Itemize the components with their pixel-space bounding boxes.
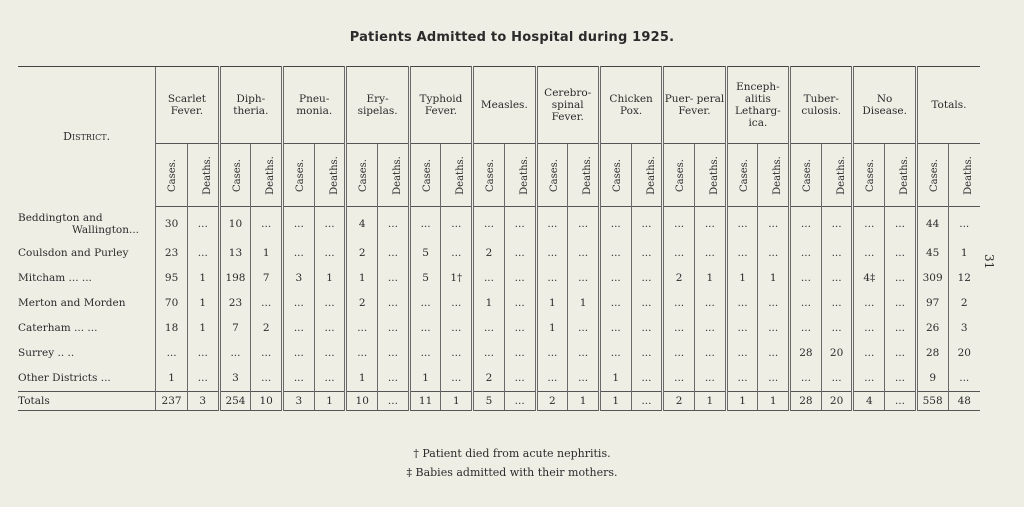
footnote-dagger: † Patient died from acute nephritis. bbox=[413, 447, 611, 460]
table-cell: 3 bbox=[219, 366, 251, 392]
deaths-subheader-label: Deaths. bbox=[898, 156, 910, 195]
deaths-subheader bbox=[504, 144, 536, 207]
table-cell: ... bbox=[378, 366, 410, 392]
table-cell: ... bbox=[948, 366, 980, 392]
table-cell: ... bbox=[187, 366, 219, 392]
table-cell: ... bbox=[853, 241, 885, 266]
table-cell: ... bbox=[758, 241, 790, 266]
table-cell: ... bbox=[758, 366, 790, 392]
table-row bbox=[18, 241, 980, 266]
table-cell: ... bbox=[663, 291, 695, 316]
group-header: Pneu- monia. bbox=[283, 67, 346, 144]
district-name bbox=[18, 207, 156, 241]
deaths-subheader bbox=[758, 144, 790, 207]
table-cell: 20 bbox=[948, 341, 980, 366]
table-cell: ... bbox=[758, 341, 790, 366]
totals-cell: 1 bbox=[726, 391, 758, 410]
cases-subheader bbox=[536, 144, 568, 207]
table-cell: ... bbox=[885, 316, 917, 341]
table-cell: ... bbox=[631, 366, 663, 392]
table-cell: ... bbox=[187, 241, 219, 266]
district-name: Merton and Morden bbox=[18, 297, 126, 309]
table-cell: ... bbox=[885, 266, 917, 291]
deaths-subheader-label: Deaths. bbox=[265, 156, 277, 195]
table-cell: ... bbox=[536, 266, 568, 291]
table-cell: ... bbox=[283, 316, 315, 341]
cases-subheader bbox=[219, 144, 251, 207]
table-cell: 1† bbox=[441, 266, 473, 291]
totals-cell: 10 bbox=[251, 391, 283, 410]
table-cell: 23 bbox=[219, 291, 251, 316]
table-cell: ... bbox=[441, 241, 473, 266]
deaths-subheader bbox=[251, 144, 283, 207]
table-cell: ... bbox=[409, 291, 441, 316]
group-header: No Disease. bbox=[853, 67, 916, 144]
page-number: 31 bbox=[982, 254, 996, 270]
table-cell: ... bbox=[536, 207, 568, 241]
table-cell: ... bbox=[694, 291, 726, 316]
table-cell: ... bbox=[378, 341, 410, 366]
table-cell: 2 bbox=[346, 241, 378, 266]
table-cell: ... bbox=[821, 291, 853, 316]
cases-subheader-label: Cases. bbox=[675, 159, 687, 192]
table-cell: ... bbox=[314, 316, 346, 341]
table-cell: ... bbox=[726, 341, 758, 366]
table-cell: ... bbox=[948, 207, 980, 241]
district-name: Mitcham ... ... bbox=[18, 272, 92, 284]
deaths-subheader-label: Deaths. bbox=[582, 156, 594, 195]
table-cell: ... bbox=[663, 316, 695, 341]
group-header: Scarlet Fever. bbox=[156, 67, 219, 144]
table-cell: 5 bbox=[409, 266, 441, 291]
table-cell: 1 bbox=[187, 316, 219, 341]
table-cell: ... bbox=[599, 207, 631, 241]
table-cell: ... bbox=[726, 241, 758, 266]
cases-subheader-label: Cases. bbox=[231, 159, 243, 192]
deaths-subheader bbox=[568, 144, 600, 207]
cases-subheader-label: Cases. bbox=[167, 159, 179, 192]
table-cell: ... bbox=[694, 366, 726, 392]
district-name: Caterham ... ... bbox=[18, 322, 98, 334]
table-cell: ... bbox=[663, 207, 695, 241]
table-cell: ... bbox=[568, 241, 600, 266]
totals-cell: 3 bbox=[187, 391, 219, 410]
table-cell: ... bbox=[599, 341, 631, 366]
table-cell: 3 bbox=[283, 266, 315, 291]
table-cell: 4‡ bbox=[853, 266, 885, 291]
cases-subheader-label: Cases. bbox=[485, 159, 497, 192]
table-cell: ... bbox=[219, 341, 251, 366]
totals-cell: 2 bbox=[663, 391, 695, 410]
table-cell: 1 bbox=[187, 266, 219, 291]
table-cell: ... bbox=[473, 207, 505, 241]
group-header: Diph- theria. bbox=[219, 67, 282, 144]
group-header: Tuber- culosis. bbox=[790, 67, 853, 144]
table-row bbox=[18, 341, 980, 366]
table-cell: ... bbox=[631, 241, 663, 266]
table-cell: ... bbox=[346, 316, 378, 341]
totals-cell: 5 bbox=[473, 391, 505, 410]
table-cell: ... bbox=[694, 207, 726, 241]
table-cell: ... bbox=[568, 316, 600, 341]
table-cell: 20 bbox=[821, 341, 853, 366]
totals-cell: 558 bbox=[916, 391, 948, 410]
table-cell: 1 bbox=[599, 366, 631, 392]
table-cell: 10 bbox=[219, 207, 251, 241]
table-cell: ... bbox=[758, 291, 790, 316]
deaths-subheader bbox=[694, 144, 726, 207]
group-header: Typhoid Fever. bbox=[409, 67, 472, 144]
deaths-subheader-label: Deaths. bbox=[772, 156, 784, 195]
table-cell: ... bbox=[790, 241, 822, 266]
table-cell: 12 bbox=[948, 266, 980, 291]
totals-cell: 254 bbox=[219, 391, 251, 410]
group-header: Measles. bbox=[473, 67, 536, 144]
table-cell: ... bbox=[631, 316, 663, 341]
table-row bbox=[18, 291, 980, 316]
cases-subheader bbox=[599, 144, 631, 207]
totals-cell: 237 bbox=[156, 391, 188, 410]
table-cell: ... bbox=[568, 366, 600, 392]
footnotes bbox=[0, 444, 1024, 482]
table-cell: 309 bbox=[916, 266, 948, 291]
table-cell: ... bbox=[821, 207, 853, 241]
table-cell: 1 bbox=[409, 366, 441, 392]
table-cell: ... bbox=[473, 266, 505, 291]
table-cell: ... bbox=[726, 291, 758, 316]
table-cell: ... bbox=[156, 341, 188, 366]
table-cell: ... bbox=[853, 291, 885, 316]
totals-cell: ... bbox=[378, 391, 410, 410]
table-cell: ... bbox=[885, 241, 917, 266]
table-row bbox=[18, 266, 980, 291]
table-cell: ... bbox=[599, 316, 631, 341]
totals-cell: 4 bbox=[853, 391, 885, 410]
table-cell: ... bbox=[504, 291, 536, 316]
table-cell: ... bbox=[726, 316, 758, 341]
table-cell: 1 bbox=[536, 291, 568, 316]
table-cell: 2 bbox=[251, 316, 283, 341]
totals-cell: 1 bbox=[758, 391, 790, 410]
table-cell: ... bbox=[346, 341, 378, 366]
table-cell: ... bbox=[504, 366, 536, 392]
group-header: Totals. bbox=[916, 67, 980, 144]
cases-subheader-label: Cases. bbox=[358, 159, 370, 192]
admissions-table bbox=[18, 66, 980, 411]
table-cell: 28 bbox=[916, 341, 948, 366]
table-cell: 9 bbox=[916, 366, 948, 392]
table-cell: ... bbox=[568, 266, 600, 291]
table-cell: ... bbox=[885, 366, 917, 392]
deaths-subheader bbox=[441, 144, 473, 207]
deaths-subheader bbox=[948, 144, 980, 207]
totals-cell: ... bbox=[631, 391, 663, 410]
cases-subheader-label: Cases. bbox=[295, 159, 307, 192]
totals-cell: 20 bbox=[821, 391, 853, 410]
totals-cell: ... bbox=[885, 391, 917, 410]
totals-cell: 1 bbox=[441, 391, 473, 410]
table-cell: 3 bbox=[948, 316, 980, 341]
table-row bbox=[18, 207, 980, 241]
table-cell: ... bbox=[409, 341, 441, 366]
table-cell: ... bbox=[473, 316, 505, 341]
table-cell: ... bbox=[821, 266, 853, 291]
table-cell: ... bbox=[378, 241, 410, 266]
table-cell: ... bbox=[790, 207, 822, 241]
table-cell: ... bbox=[790, 291, 822, 316]
table-cell: ... bbox=[821, 316, 853, 341]
totals-cell: 11 bbox=[409, 391, 441, 410]
table-cell: 2 bbox=[473, 366, 505, 392]
table-cell: ... bbox=[663, 341, 695, 366]
district-name: Coulsdon and Purley bbox=[18, 247, 129, 259]
table-cell: 7 bbox=[219, 316, 251, 341]
cases-subheader-label: Cases. bbox=[928, 159, 940, 192]
table-cell: ... bbox=[663, 366, 695, 392]
table-cell: 18 bbox=[156, 316, 188, 341]
deaths-subheader-label: Deaths. bbox=[962, 156, 974, 195]
table-cell: ... bbox=[853, 207, 885, 241]
table-cell: ... bbox=[314, 241, 346, 266]
table-cell: ... bbox=[568, 207, 600, 241]
table-cell: 4 bbox=[346, 207, 378, 241]
table-cell: ... bbox=[885, 291, 917, 316]
cases-subheader bbox=[473, 144, 505, 207]
table-cell: ... bbox=[758, 207, 790, 241]
table-cell: ... bbox=[631, 266, 663, 291]
table-cell: 13 bbox=[219, 241, 251, 266]
table-cell: ... bbox=[536, 366, 568, 392]
table-cell: ... bbox=[378, 207, 410, 241]
table-cell: ... bbox=[853, 341, 885, 366]
table-cell: 5 bbox=[409, 241, 441, 266]
table-cell: ... bbox=[187, 207, 219, 241]
table-cell: 1 bbox=[346, 366, 378, 392]
totals-cell: 1 bbox=[568, 391, 600, 410]
cases-subheader-label: Cases. bbox=[738, 159, 750, 192]
deaths-subheader bbox=[821, 144, 853, 207]
cases-subheader-label: Cases. bbox=[802, 159, 814, 192]
group-header: Puer- peral Fever. bbox=[663, 67, 726, 144]
table-cell: 1 bbox=[187, 291, 219, 316]
table-cell: ... bbox=[631, 207, 663, 241]
table-cell: 26 bbox=[916, 316, 948, 341]
table-cell: ... bbox=[314, 341, 346, 366]
table-cell: 28 bbox=[790, 341, 822, 366]
table-cell: 23 bbox=[156, 241, 188, 266]
table-cell: 1 bbox=[314, 266, 346, 291]
table-cell: 44 bbox=[916, 207, 948, 241]
group-header: Enceph- alitis Letharg- ica. bbox=[726, 67, 789, 144]
table-cell: ... bbox=[599, 241, 631, 266]
table-cell: ... bbox=[694, 241, 726, 266]
table-cell: ... bbox=[441, 291, 473, 316]
table-cell: ... bbox=[790, 366, 822, 392]
table-cell: ... bbox=[599, 266, 631, 291]
table-cell: 2 bbox=[346, 291, 378, 316]
table-cell: ... bbox=[568, 341, 600, 366]
deaths-subheader bbox=[885, 144, 917, 207]
table-cell: 45 bbox=[916, 241, 948, 266]
table-cell: ... bbox=[504, 241, 536, 266]
table-cell: ... bbox=[536, 341, 568, 366]
table-cell: ... bbox=[251, 291, 283, 316]
totals-label: Totals bbox=[18, 391, 156, 410]
table-cell: ... bbox=[251, 341, 283, 366]
table-cell: ... bbox=[536, 241, 568, 266]
deaths-subheader-label: Deaths. bbox=[391, 156, 403, 195]
table-cell: ... bbox=[187, 341, 219, 366]
table-cell: ... bbox=[694, 341, 726, 366]
cases-subheader bbox=[409, 144, 441, 207]
totals-cell: 28 bbox=[790, 391, 822, 410]
table-cell: ... bbox=[663, 241, 695, 266]
table-cell: ... bbox=[283, 291, 315, 316]
table-cell: ... bbox=[853, 316, 885, 341]
cases-subheader bbox=[726, 144, 758, 207]
table-cell: 2 bbox=[663, 266, 695, 291]
group-header: Chicken Pox. bbox=[599, 67, 662, 144]
table-cell: ... bbox=[283, 207, 315, 241]
table-cell: 7 bbox=[251, 266, 283, 291]
table-cell: 70 bbox=[156, 291, 188, 316]
table-cell: ... bbox=[504, 266, 536, 291]
footnote-double-dagger: ‡ Babies admitted with their mothers. bbox=[406, 466, 618, 479]
deaths-subheader bbox=[187, 144, 219, 207]
table-cell: ... bbox=[314, 207, 346, 241]
table-cell: ... bbox=[504, 207, 536, 241]
table-cell: ... bbox=[378, 266, 410, 291]
table-cell: ... bbox=[283, 341, 315, 366]
table-cell: 1 bbox=[251, 241, 283, 266]
table-cell: ... bbox=[441, 366, 473, 392]
group-header: Cerebro- spinal Fever. bbox=[536, 67, 599, 144]
totals-cell: ... bbox=[504, 391, 536, 410]
table-cell: ... bbox=[726, 207, 758, 241]
cases-subheader-label: Cases. bbox=[421, 159, 433, 192]
deaths-subheader bbox=[314, 144, 346, 207]
table-cell: 1 bbox=[694, 266, 726, 291]
cases-subheader bbox=[156, 144, 188, 207]
table-cell: ... bbox=[504, 316, 536, 341]
table-cell: 1 bbox=[156, 366, 188, 392]
table-cell: ... bbox=[473, 341, 505, 366]
table-cell: 1 bbox=[473, 291, 505, 316]
totals-cell: 1 bbox=[599, 391, 631, 410]
totals-cell: 2 bbox=[536, 391, 568, 410]
table-cell: ... bbox=[283, 366, 315, 392]
table-cell: 97 bbox=[916, 291, 948, 316]
table-cell: 30 bbox=[156, 207, 188, 241]
deaths-subheader-label: Deaths. bbox=[518, 156, 530, 195]
table-cell: ... bbox=[378, 316, 410, 341]
table-cell: ... bbox=[821, 366, 853, 392]
cases-subheader bbox=[790, 144, 822, 207]
table-row bbox=[18, 316, 980, 341]
deaths-subheader-label: Deaths. bbox=[708, 156, 720, 195]
district-name: Other Districts ... bbox=[18, 372, 111, 384]
table-cell: ... bbox=[409, 316, 441, 341]
district-name-line2: Wallington... bbox=[72, 223, 140, 236]
table-cell: ... bbox=[790, 266, 822, 291]
table-cell: ... bbox=[504, 341, 536, 366]
deaths-subheader-label: Deaths. bbox=[835, 156, 847, 195]
table-cell: 1 bbox=[758, 266, 790, 291]
table-cell: ... bbox=[409, 207, 441, 241]
table-cell: ... bbox=[885, 207, 917, 241]
table-cell: ... bbox=[599, 291, 631, 316]
table-cell: ... bbox=[314, 366, 346, 392]
district-name: Surrey .. .. bbox=[18, 347, 75, 359]
table-cell: ... bbox=[758, 316, 790, 341]
totals-cell: 48 bbox=[948, 391, 980, 410]
cases-subheader bbox=[916, 144, 948, 207]
cases-subheader bbox=[346, 144, 378, 207]
table-cell: ... bbox=[378, 291, 410, 316]
table-cell: ... bbox=[314, 291, 346, 316]
table-cell: 95 bbox=[156, 266, 188, 291]
table-row bbox=[18, 366, 980, 392]
totals-cell: 1 bbox=[694, 391, 726, 410]
deaths-subheader-label: Deaths. bbox=[328, 156, 340, 195]
district-name-line1: Beddington and bbox=[18, 211, 103, 224]
page-title: Patients Admitted to Hospital during 1925. bbox=[349, 30, 675, 45]
table-cell: 1 bbox=[346, 266, 378, 291]
deaths-subheader-label: Deaths. bbox=[645, 156, 657, 195]
cases-subheader bbox=[663, 144, 695, 207]
table-cell: 2 bbox=[948, 291, 980, 316]
table-cell: 1 bbox=[568, 291, 600, 316]
totals-row bbox=[18, 391, 980, 410]
table-cell: ... bbox=[853, 366, 885, 392]
table-cell: ... bbox=[694, 316, 726, 341]
table-cell: ... bbox=[441, 316, 473, 341]
table-cell: ... bbox=[726, 366, 758, 392]
table-cell: ... bbox=[441, 341, 473, 366]
table-cell: 1 bbox=[726, 266, 758, 291]
deaths-subheader bbox=[631, 144, 663, 207]
table-cell: ... bbox=[441, 207, 473, 241]
deaths-subheader bbox=[378, 144, 410, 207]
table-cell: 198 bbox=[219, 266, 251, 291]
table-cell: ... bbox=[631, 291, 663, 316]
cases-subheader bbox=[283, 144, 315, 207]
table-cell: 1 bbox=[948, 241, 980, 266]
table-cell: ... bbox=[251, 366, 283, 392]
totals-cell: 3 bbox=[283, 391, 315, 410]
table-cell: ... bbox=[283, 241, 315, 266]
group-header: Ery- sipelas. bbox=[346, 67, 409, 144]
table-cell: ... bbox=[631, 341, 663, 366]
cases-subheader-label: Cases. bbox=[611, 159, 623, 192]
cases-subheader-label: Cases. bbox=[548, 159, 560, 192]
table-cell: ... bbox=[251, 207, 283, 241]
district-column-header: District. bbox=[18, 67, 156, 207]
totals-cell: 10 bbox=[346, 391, 378, 410]
cases-subheader bbox=[853, 144, 885, 207]
table-cell: ... bbox=[790, 316, 822, 341]
deaths-subheader-label: Deaths. bbox=[201, 156, 213, 195]
cases-subheader-label: Cases. bbox=[865, 159, 877, 192]
table-cell: 1 bbox=[536, 316, 568, 341]
table-cell: 2 bbox=[473, 241, 505, 266]
table-cell: ... bbox=[821, 241, 853, 266]
deaths-subheader-label: Deaths. bbox=[455, 156, 467, 195]
table-cell: ... bbox=[885, 341, 917, 366]
totals-cell: 1 bbox=[314, 391, 346, 410]
